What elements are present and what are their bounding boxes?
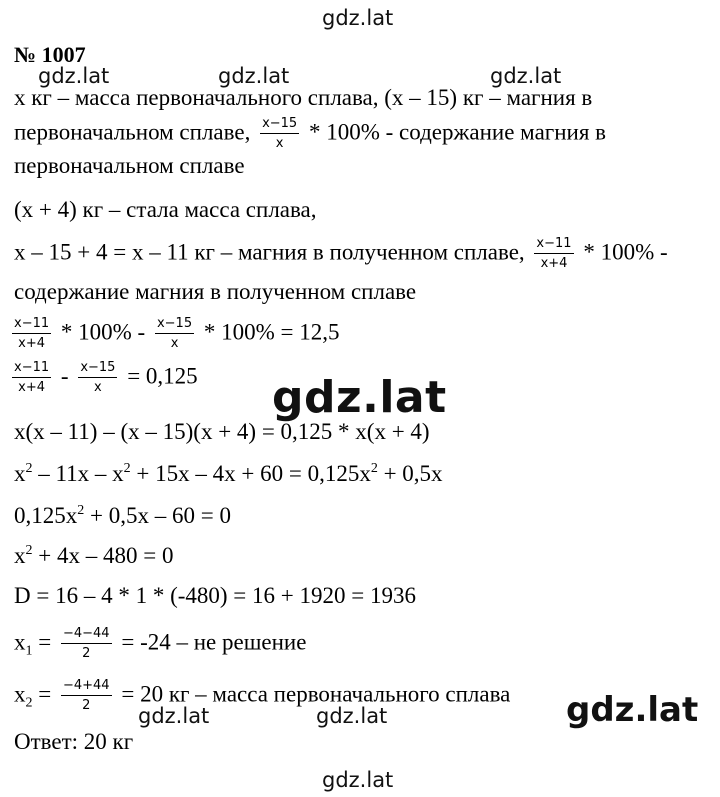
- watermark-row1-right: gdz.lat: [490, 64, 562, 88]
- solution-line-9: x(x – 11) – (x – 15)(x + 4) = 0,125 * x(x + 4): [14, 419, 430, 444]
- line-10-part-a: x: [14, 461, 26, 486]
- solution-line-13: D = 16 – 4 * 1 * (-480) = 16 + 1920 = 1936: [14, 583, 416, 608]
- line-7-text-post: * 100% = 12,5: [203, 319, 340, 345]
- fraction-numerator: −4−44: [61, 626, 112, 644]
- line-11-part-b: + 0,5x – 60 = 0: [84, 503, 231, 528]
- solution-line-7: [12, 316, 340, 353]
- fraction: [12, 360, 51, 397]
- fraction-denominator: x+4: [540, 256, 568, 272]
- line-12-part-a: x: [14, 543, 26, 568]
- solution-line-5: [14, 236, 668, 273]
- subscript: 1: [25, 643, 33, 659]
- fraction: [534, 236, 573, 273]
- line-10-part-c: + 15x – 4x + 60 = 0,125x: [130, 461, 371, 486]
- exponent: 2: [25, 543, 33, 558]
- problem-number: № 1007: [14, 42, 86, 67]
- fraction-denominator: x+4: [18, 380, 45, 396]
- line-14-text-post: = -24 – не решение: [121, 629, 307, 655]
- fraction-numerator: x−11: [534, 236, 573, 254]
- line-12-part-b: + 4x – 480 = 0: [32, 543, 174, 568]
- line-5-text-post: * 100% -: [583, 239, 668, 265]
- exponent: 2: [77, 503, 85, 518]
- exponent: 2: [123, 461, 131, 476]
- solution-line-6: содержание магния в полученном сплаве: [14, 279, 417, 304]
- solution-line-15: [14, 678, 510, 715]
- solution-line-10: [14, 462, 443, 485]
- line-2-text-post: * 100% - содержание магния в: [308, 119, 607, 145]
- line-10-part-d: + 0,5x: [377, 461, 443, 486]
- fraction-numerator: −4+44: [61, 678, 112, 696]
- line-15-text-post: = 20 кг – масса первоначального сплава: [121, 681, 511, 707]
- fraction-numerator: x−11: [12, 316, 51, 334]
- line-8-text-post: = 0,125: [127, 363, 198, 389]
- fraction-denominator: x+4: [18, 336, 45, 352]
- subscript: 2: [25, 695, 33, 711]
- fraction-denominator: 2: [82, 698, 91, 714]
- fraction: [260, 116, 299, 153]
- solution-line-12: [14, 544, 173, 567]
- fraction-numerator: x−15: [155, 316, 194, 334]
- line-8-text-mid: -: [60, 363, 69, 389]
- solution-line-3: первоначальном сплаве: [14, 153, 245, 178]
- solution-line-14: [14, 626, 306, 663]
- fraction: [61, 626, 112, 663]
- fraction-denominator: x: [94, 380, 102, 396]
- fraction-denominator: 2: [82, 646, 91, 662]
- line-7-text-mid: * 100% -: [60, 319, 146, 345]
- line-2-text-pre: первоначальном сплаве,: [14, 119, 251, 145]
- fraction: [155, 316, 194, 353]
- watermark-row2-right: gdz.lat: [316, 704, 388, 728]
- fraction-numerator: x−15: [78, 360, 117, 378]
- line-15-eq: =: [32, 681, 52, 707]
- fraction: [78, 360, 117, 397]
- watermark-center-big: gdz.lat: [272, 372, 447, 423]
- solution-line-8: [12, 360, 198, 397]
- line-14-eq: =: [32, 629, 52, 655]
- fraction-denominator: x: [170, 336, 179, 352]
- watermark-right-big: gdz.lat: [566, 690, 699, 730]
- watermark-row2-left: gdz.lat: [138, 704, 210, 728]
- fraction: [61, 678, 112, 715]
- line-14-var: x: [14, 629, 26, 655]
- fraction-numerator: x−11: [12, 360, 51, 378]
- fraction-numerator: x−15: [260, 116, 299, 134]
- fraction-denominator: x: [275, 136, 284, 152]
- line-11-part-a: 0,125x: [14, 503, 78, 528]
- line-15-var: x: [14, 681, 26, 707]
- exponent: 2: [25, 461, 33, 476]
- answer-line: Ответ: 20 кг: [14, 729, 134, 754]
- solution-line-1: x кг – масса первоначального сплава, (x – 15) кг – магния в: [14, 85, 593, 110]
- solution-line-11: [14, 504, 231, 527]
- line-5-text-pre: x – 15 + 4 = x – 11 кг – магния в полученном сплаве,: [14, 239, 525, 265]
- line-10-part-b: – 11x – x: [32, 461, 124, 486]
- watermark-row1-center: gdz.lat: [218, 64, 290, 88]
- watermark-row1-left: gdz.lat: [38, 64, 110, 88]
- fraction: [12, 316, 51, 353]
- watermark-bottom: gdz.lat: [322, 768, 394, 792]
- watermark-top: gdz.lat: [322, 6, 394, 30]
- solution-line-4: (x + 4) кг – стала масса сплава,: [14, 197, 317, 222]
- exponent: 2: [370, 461, 378, 476]
- solution-line-2: [14, 116, 606, 153]
